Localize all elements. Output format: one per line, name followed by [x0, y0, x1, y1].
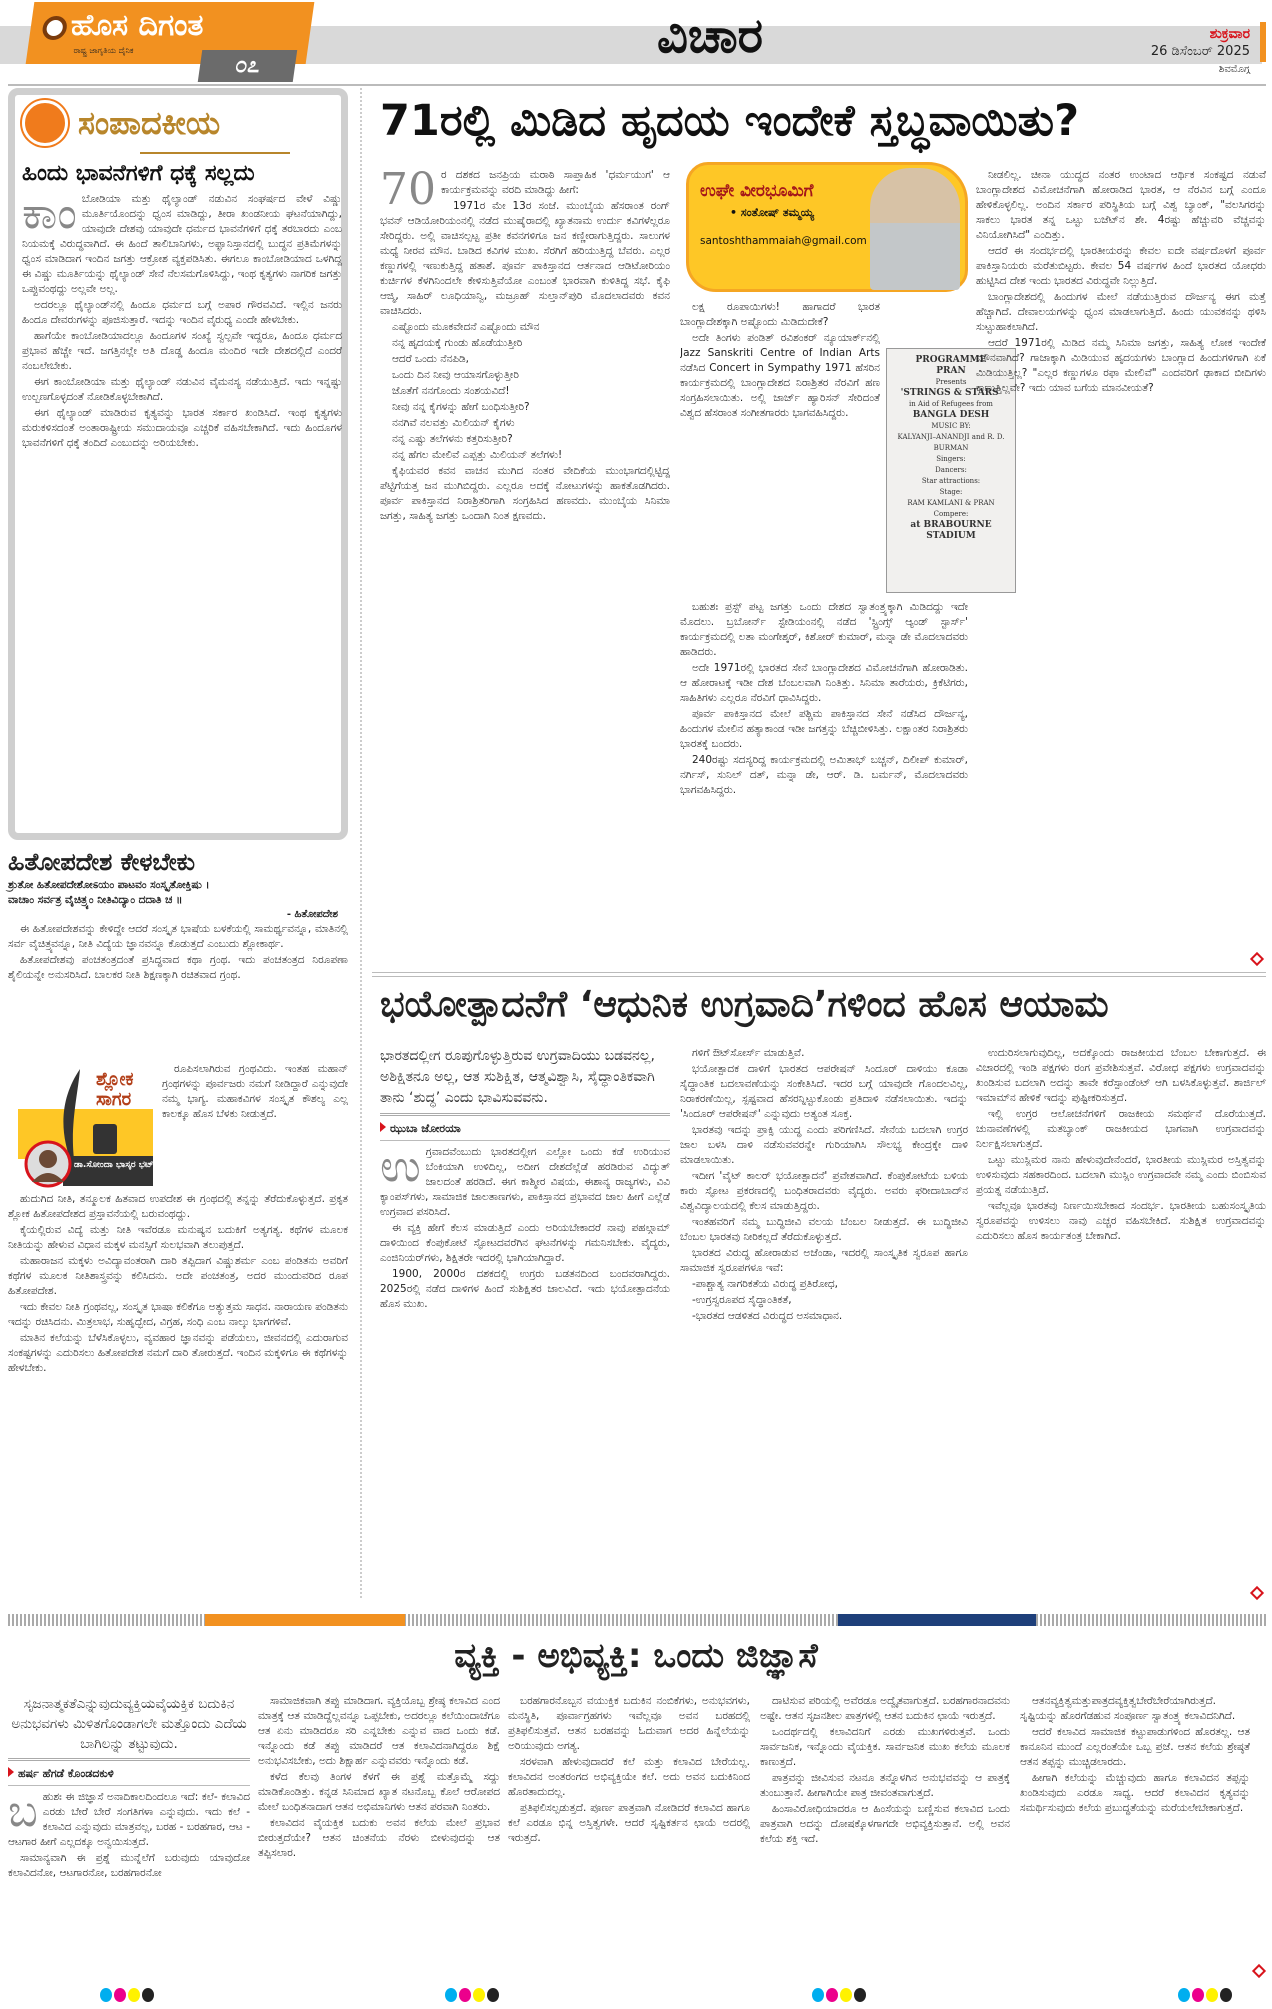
cmyk-registration-mark: [1178, 1988, 1232, 2002]
hitopadesha-column: [8, 846, 348, 1060]
paragraph: ಇಂತಹವರಿಗೆ ನಮ್ಮ ಬುದ್ಧಿಜೀವಿ ವಲಯ ಬೆಂಬಲ ನೀಡುತ್ತದೆ. ಈ ಬುದ್ಧಿಜೀವಿ ಬೆಂಬಲ ಭಾರತವು ನೀರಿಕಲ್ಲದೆ ತೆರೆದುಕೊಳ್ಳುತ್ತದೆ.: [680, 1216, 968, 1243]
paragraph: ಇದು ಕೇವಲ ನೀತಿ ಗ್ರಂಥವಲ್ಲ, ಸಂಸ್ಕೃತ ಭಾಷಾ ಕಲಿಕೆಗೂ ಅತ್ಯುತ್ತಮ ಸಾಧನ. ನಾರಾಯಣ ಪಂಡಿತನು ಇದನ್ನು ರಚಿಸಿದನು. ಮಿತ್ರಲಾಭ, ಸುಹೃದ್ಭೇದ, ವಿಗ್ರಹ, ಸಂಧಿ ಎಂಬ ನಾಲ್ಕು ಭಾಗಗಳಿವೆ.: [8, 1301, 348, 1328]
column-kicker: ಉಘೇ ವೀರಭೂಮಿಗೆ: [700, 181, 814, 201]
paragraph: ಇದೀಗ 'ವೈಟ್ ಕಾಲರ್ ಭಯೋತ್ಪಾದನೆ' ಪ್ರವೇಶವಾಗಿದೆ. ಕೆಂಪುಕೋಟೆಯ ಬಳಿಯ ಕಾರು ಸ್ಫೋಟ ಪ್ರಕರಣದಲ್ಲಿ ಬಂಧಿತರಾದವರು ವೈದ್ಯರು. ಅವರು ಫರೀದಾಬಾದ್‌ನ ವಿಶ್ವವಿದ್ಯಾಲಯದಲ್ಲಿ ಕೆಲಸ ಮಾಡುತ್ತಿದ್ದರು.: [680, 1170, 968, 1212]
paragraph: ಹೀಗಾಗಿ ಕಲೆಯನ್ನು ಮೆಚ್ಚುವುದು ಹಾಗೂ ಕಲಾವಿದನ ತಪ್ಪನ್ನು ಖಂಡಿಸುವುದು ಎರಡೂ ಸಾಧ್ಯ. ಆದರೆ ಕಲಾವಿದನ ಕೃತ್ಯವನ್ನು ಸಮರ್ಥಿಸುವುದು ಕಲೆಯ ಪ್ರಬುದ್ಧತೆಯನ್ನು ಮರೆಯಲೇಬೇಕಾಗುತ್ತದೆ.: [1020, 1772, 1250, 1814]
prog-line: in Aid of Refugees from: [909, 400, 993, 408]
page-number: ೦೭: [198, 50, 297, 82]
paragraph: ಎಷ್ಟೊಂದು ಮೂಕವೇದನೆ ಎಷ್ಟೊಂದು ಮೌನ: [392, 321, 540, 333]
paragraph: ಗ್ರವಾದವೆಂಬುದು ಭಾರತದಲ್ಲೀಗ ಎಲ್ಲೋ ಒಂದು ಕಡೆ ಉರಿಯುವ ಬೆಂಕಿಯಾಗಿ ಉಳಿದಿಲ್ಲ, ಅದೀಗ ದೇಶದೆಲ್ಲೆಡೆ ಹರಡಿರುವ ವಿದ್ಯುತ್ ಜಾಲದಂತೆ ಹರಡಿದೆ. ಈಗ ಕಾಶ್ಮೀರ ವಿಷಯ, ಈಶಾನ್ಯ ರಾಜ್ಯಗಳು, ವಿವಿ ಕ್ಯಾಂಪಸ್‌ಗಳು, ಸಾಮಾಜಿಕ ಜಾಲತಾಣಗಳು, ಪಾಕಿಸ್ತಾನದ ಪ್ರಭಾವದ ಜಾಲ ಹೀಗೆ ಎಲ್ಲೆಡೆ ಉಗ್ರವಾದ ಪಸರಿಸಿದೆ.: [380, 1146, 670, 1218]
article-column: [680, 1046, 968, 1604]
column-body: [8, 1192, 348, 1602]
divider: [380, 1113, 670, 1116]
paragraph: ಅದೇ ತಿಂಗಳು ಪಂಡಿತ್ ರವಿಶಂಕರ್ ನ್ಯೂಯಾರ್ಕ್‌ನಲ್ಲಿ Jazz Sanskriti Centre of Indian Arts ನಡೆಸಿದ Concert in Sympathy 1971 ಹೆಸರಿನ ಕಾರ್ಯಕ್ರಮದಲ್ಲಿ ಬಾಂಗ್ಲಾದೇಶದ ನಿರಾಶ್ರಿತರ ನೆರವಿಗೆ ಹಣ ಸಂಗ್ರಹಿಸಲಾಯಿತು. ಅಲ್ಲಿ ಜಾರ್ಜ್ ಹ್ಯಾರಿಸನ್ ಸೇರಿದಂತೆ ವಿಶ್ವದ ಹೆಸರಾಂತ ಸಂಗೀತಗಾರರು ಭಾಗವಹಿಸಿದ್ದರು.: [680, 332, 880, 419]
pull-quote: ಭಾರತದಲ್ಲೀಗ ರೂಪುಗೊಳ್ಳುತ್ತಿರುವ ಉಗ್ರವಾದಿಯು ಬಡವನಲ್ಲ, ಅಶಿಕ್ಷಿತನೂ ಅಲ್ಲ, ಆತ ಸುಶಿಕ್ಷಿತ, ಆತ್ಮವಿಶ್ವಾಸಿ, ಸೈದ್ಧಾಂತಿಕವಾಗಿ ತಾನು ‘ಶುದ್ಧ’ ಎಂದು ಭಾವಿಸುವವನು.: [380, 1048, 656, 1106]
prog-line: KALYANJI–ANANDJI and R. D. BURMAN: [897, 433, 1005, 452]
paragraph: ಪಾತ್ರವನ್ನು ಜೀವಿಸುವ ನಟನೂ ತನ್ನೊಳಗಿನ ಅನುಭವವನ್ನು ಆ ಪಾತ್ರಕ್ಕೆ ತುಂಬುತ್ತಾನೆ. ಹೀಗಾಗಿಯೇ ಪಾತ್ರ ಜೀವಂತವಾಗುತ್ತದೆ.: [760, 1772, 1010, 1799]
paragraph: ನನಗಿವೆ ನಲವತ್ತು ಮಿಲಿಯನ್ ಕೈಗಳು: [392, 417, 515, 429]
header-divider: [8, 84, 1266, 86]
article-column: [380, 1145, 670, 1604]
paragraph: ಭಯೋತ್ಪಾದಕ ದಾಳಿಗೆ ಭಾರತದ ಆಪರೇಷನ್ ಸಿಂದೂರ್ ದಾಳಿಯು ಕೂಡಾ ಸೈದ್ಧಾಂತಿಕ ಬದಲಾವಣೆಯನ್ನು ಸಂಕೇತಿಸಿದೆ. ಇದರ ಬಗ್ಗೆ ಯಾವುದೇ ಗೊಂದಲವಿಲ್ಲ, ನಿರಾಕರಣೆಯಿಲ್ಲ, ಸ್ಪಷ್ಟವಾದ ಹೆಸರನ್ನಿಟ್ಟುಕೊಂಡು ಪ್ರತಿದಾಳಿ ನಡೆಸಲಾಯಿತು. ಇದನ್ನು 'ಸಿಂದೂರ್ ಆಪರೇಷನ್' ಎನ್ನುವುದು ಅತ್ಯಂತ ಸೂಕ್ತ.: [680, 1063, 968, 1120]
prog-line: PRAN: [936, 366, 966, 376]
divider: [8, 1758, 250, 1761]
prog-line: Presents: [935, 378, 967, 386]
paragraph: ಪೂರ್ವ ಪಾಕಿಸ್ತಾನದ ಮೇಲೆ ಪಶ್ಚಿಮ ಪಾಕಿಸ್ತಾನದ ಸೇನೆ ನಡೆಸಿದ ದೌರ್ಜನ್ಯ, ಹಿಂದುಗಳ ಮೇಲಿನ ಹತ್ಯಾಕಾಂಡ ಇಡೀ ಜಗತ್ತನ್ನು ಬೆಚ್ಚಿಬೀಳಿಸಿತ್ತು. ಲಕ್ಷಾಂತರ ನಿರಾಶ್ರಿತರು ಭಾರತಕ್ಕೆ ಬಂದರು.: [680, 708, 968, 750]
prog-line: Star attractions:: [921, 477, 981, 485]
paragraph: ಅದರಲ್ಲೂ ಥೈಲ್ಯಾಂಡ್‌ನಲ್ಲಿ ಹಿಂದೂ ಧರ್ಮದ ಬಗ್ಗೆ ಅಪಾರ ಗೌರವವಿದೆ. ಇಲ್ಲಿನ ಜನರು ಹಿಂದೂ ದೇವರುಗಳನ್ನು ಪೂಜಿಸುತ್ತಾರೆ. ಇದನ್ನು ಇಂದಿನ ವೈರುಧ್ಯ ಎಂದೇ ಹೇಳಬೇಕು.: [22, 299, 342, 326]
editorial-body: [22, 192, 342, 830]
shloka-sagara-logo: [8, 1064, 158, 1189]
end-mark-icon: [1250, 952, 1264, 966]
header-accent-bar: [1260, 22, 1266, 62]
article-column: [976, 168, 1266, 948]
paragraph: ಈಗ ಕಾಂಬೋಡಿಯಾ ಮತ್ತು ಥೈಲ್ಯಾಂಡ್ ನಡುವಿನ ವೈಮನಸ್ಯ ನಡೆಯುತ್ತಿದೆ. ಇದು ಇನ್ನಷ್ಟು ಉಲ್ಬಣಗೊಳ್ಳದಂತೆ ನೋಡಿಕೊಳ್ಳಬೇಕಾಗಿದೆ.: [22, 376, 342, 403]
article-column: [760, 1694, 1010, 1980]
section-title: ವಿಚಾರ: [656, 8, 764, 64]
paragraph: ಮಾತಿನ ಕಲೆಯನ್ನು ಬೆಳೆಸಿಕೊಳ್ಳಲು, ವ್ಯವಹಾರ ಜ್ಞಾನವನ್ನು ಪಡೆಯಲು, ಜೀವನದಲ್ಲಿ ಎದುರಾಗುವ ಸಂಕಷ್ಟಗಳನ್ನು ಎದುರಿಸಲು ಹಿತೋಪದೇಶ ನಮಗೆ ದಾರಿ ತೋರುತ್ತದೆ. ಇಂದಿನ ಮಕ್ಕಳಿಗೂ ಈ ಕಥೆಗಳನ್ನು ಹೇಳಬೇಕು.: [8, 1332, 348, 1374]
paragraph: ಜೊತೆಗೆ ನನಗೊಂದು ಸಂಶಯವಿದೆ!: [392, 385, 510, 397]
editorial-title: ಹಿಂದು ಭಾವನೆಗಳಿಗೆ ಧಕ್ಕೆ ಸಲ್ಲದು: [22, 161, 255, 186]
cmyk-registration-mark: [445, 1988, 499, 2002]
paragraph: ಆತನವ್ಯಕ್ತಿತ್ವಮತ್ತುಪಾತ್ರದವ್ಯಕ್ತಿತ್ವಬೇರೆಬೇರೆಯಾಗಿರುತ್ತದೆ. ಸೃಷ್ಟಿಯನ್ನು ಹೊರಗೆಡಹುವ ಸಂಪೂರ್ಣ ಸ್ವಾತಂತ್ರ್ಯ ಕಲಾವಿದನಿಗಿದೆ.: [1020, 1695, 1236, 1722]
byline-name: ಹರ್ಷ ಹೆಗಡೆ ಕೊಂಡದಕುಳಿ: [18, 1767, 114, 1780]
paragraph: ಒಂದು ದಿನ ನೀವು ಆಯಾಸಗೊಳ್ಳುತ್ತೀರಿ: [392, 369, 519, 381]
paragraph: ಈ ವ್ಯಕ್ತಿ ಹೇಗೆ ಕೆಲಸ ಮಾಡುತ್ತಿದೆ ಎಂದು ಅರಿಯಬೇಕಾದರೆ ನಾವು ಪಹಲ್ಗಾಮ್ ದಾಳಿಯಿಂದ ಕೆಂಪುಕೋಟೆ ಸ್ಫೋಟದವರೆಗಿನ ಘಟನೆಗಳನ್ನು ಗಮನಿಸಬೇಕು. ವೈದ್ಯರು, ಎಂಜಿನಿಯರ್‌ಗಳು, ಶಿಕ್ಷಿತರೇ ಇದರಲ್ಲಿ ಭಾಗಿಯಾಗಿದ್ದಾರೆ.: [380, 1222, 670, 1264]
paragraph: 1971ರ ಮೇ 13ರ ಸಂಜೆ. ಮುಂಬೈಯ ಹೆಸರಾಂತ ರಂಗ್ ಭವನ್ ಆಡಿಯೋರಿಯಂನಲ್ಲಿ ನಡೆದ ಮುಷೈರಾದಲ್ಲಿ ಖ್ಯಾತನಾಮ ಉರ್ದು ಕವಿಗಳೆಲ್ಲರೂ ಸೇರಿದ್ದರು. ಅಲ್ಲಿ ವಾಚಿಸಲ್ಪಟ್ಟ ಪ್ರತೀ ಕವನಗಳಿಗೂ ಜನ ಕಣ್ಣೀರಾಗುತ್ತಿದ್ದರು. ಸಾಲುಗಳ ಮಧ್ಯೆ ನೀರವ ಮೌನ. ಬಾಡಿದ ಕವಿಗಳ ಮುಖ. ಸೆರಗಿಗೆ ಹರಿಯುತ್ತಿದ್ದ ಬೆವರು. ಎಲ್ಲರ ಕಣ್ಣುಗಳಲ್ಲಿ ಇಣುಕುತ್ತಿದ್ದ ಹತಾಶೆ. ಪೂರ್ವ ಪಾಕಿಸ್ತಾನದ ಆರ್ತನಾದ ಆಡಿಟೋರಿಯಂ ಕುರ್ಚಿಗಳ ಕೆಳಗಿನಿಂದಲೇ ಕೇಳಿಸುತ್ತಿವೆಯೋ ಎಂಬಂತೆ ಭಾರವಾಗಿ ಕುಳಿತಿದ್ದ ಸಭೆ. ಕೈಫಿ ಆಜ್ಮಿ, ಸಾಹಿರ್ ಲೂಧಿಯಾನ್ವಿ, ಮಜ್ರೂಹ್ ಸುಲ್ತಾನ್‌ಪುರಿ ಮೊದಲಾದವರು ಕವನ ವಾಚಿಸಿದರು.: [380, 200, 670, 317]
paragraph: ಬೋಡಿಯಾ ಮತ್ತು ಥೈಲ್ಯಾಂಡ್ ನಡುವಿನ ಸಂಘರ್ಷದ ವೇಳೆ ವಿಷ್ಣು ಮೂರ್ತಿಯೊಂದನ್ನು ಧ್ವಂಸ ಮಾಡಿದ್ದು, ತೀರಾ ಖಂಡನೀಯ ಘಟನೆಯಾಗಿದ್ದು, ಯಾವುದೇ ದೇಶವು ಯಾವುದೇ ಧರ್ಮದ ಭಾವನೆಗಳಿಗೆ ಧಕ್ಕೆ ತರಬಾರದು ಎಂಬ ನಿಯಮಕ್ಕೆ ವಿರುದ್ಧವಾಗಿದೆ. ಈ ಹಿಂದೆ ತಾಲಿಬಾನಿಗಳು, ಅಫ್ಘಾನಿಸ್ತಾನದಲ್ಲಿ ಬುದ್ಧನ ಪ್ರತಿಮೆಗಳನ್ನು ಧ್ವಂಸ ಮಾಡಿದಾಗ ಇಂದಿನ ಜಗತ್ತು ಆಕ್ರೋಶ ವ್ಯಕ್ತಪಡಿಸಿತು. ಈಗಲೂ ಕಾಂಬೋಡಿಯಾದ ಒಳಗಿದ್ದ ಈ ವಿಷ್ಣು ಮೂರ್ತಿಯನ್ನು ಥೈಲ್ಯಾಂಡ್ ಸೇನೆ ನೆಲಸಮಗೊಳಿಸಿದ್ದು, ಇಂಥ ಕೃತ್ಯಗಳು ನಾಗರಿಕ ಜಗತ್ತು ಒಪ್ಪುವಂಥದ್ದು ಅಲ್ಲವೇ ಅಲ್ಲ.: [22, 193, 342, 295]
paragraph: ಪ್ರತಿಫಲಿಸಲ್ಪಡುತ್ತದೆ. ಪೂರ್ಣ ಪಾತ್ರವಾಗಿ ನೋಡಿದರೆ ಕಲಾವಿದ ಹಾಗೂ ಕಲೆ ಎರಡೂ ಭಿನ್ನ ಅಸ್ತಿತ್ವಗಳೇ. ಆದರೆ ಸೃಷ್ಟಿಕರ್ತನ ಛಾಯೆ ಅದರಲ್ಲಿ ಇರುತ್ತದೆ.: [508, 1802, 750, 1844]
paragraph: ಆದರೆ ಈ ಸಂದರ್ಭದಲ್ಲಿ ಭಾರತೀಯರನ್ನು ಕೇವಲ ಐದೇ ವರ್ಷದೊಳಗೆ ಪೂರ್ವ ಪಾಕಿಸ್ತಾನಿಯರು ಮರೆತುಬಿಟ್ಟರು. ಕೇವಲ 54 ವರ್ಷಗಳ ಹಿಂದೆ ಭಾರತದ ಯೋಧರು ಹುಟ್ಟಿಸಿದ ದೇಶ ಇಂದು ಭಾರತದ ವಿರುದ್ಧವೇ ನಿಲ್ಲುತ್ತಿದೆ.: [976, 245, 1266, 287]
editorial-kicker: ಸಂಪಾದಕೀಯ: [78, 104, 221, 142]
article-headline: ವ್ಯಕ್ತಿ - ಅಭಿವ್ಯಕ್ತಿ: ಒಂದು ಜಿಜ್ಞಾಸೆ: [454, 1636, 818, 1676]
inkpot-icon: [93, 1124, 117, 1154]
prog-line: PROGRAMME: [915, 355, 987, 365]
drop-cap: ಉ: [380, 1145, 421, 1192]
paragraph: ರೂಪಿಸಲಾಗಿರುವ ಗ್ರಂಥವಿದು. ಇಂತಹ ಮಹಾನ್ ಗ್ರಂಥಗಳನ್ನು ಪೂರ್ವಜರು ನಮಗೆ ನೀಡಿದ್ದಾರೆ ಎನ್ನುವುದೇ ನಮ್ಮ ಭಾಗ್ಯ. ಮಹಾಕವಿಗಳ ಸಂಸ್ಕೃತ ಕೌಶಲ್ಯ ಎಲ್ಲ ಕಾಲಕ್ಕೂ ಹೊಸ ಬೆಳಕು ನೀಡುತ್ತದೆ.: [162, 1063, 348, 1120]
prog-line: 'STRINGS & STARS': [900, 388, 1002, 398]
paragraph: -ಪಾಶ್ಚಾತ್ಯ ನಾಗರಿಕತೆಯ ವಿರುದ್ಧ ಪ್ರತಿರೋಧ,: [692, 1278, 839, 1290]
cmyk-registration-mark: [100, 1988, 154, 2002]
paragraph: ಭಾರತವು ಇದನ್ನು ಪ್ರಾಕ್ಸಿ ಯುದ್ಧ ಎಂದು ಪರಿಗಣಿಸಿದೆ. ಸೇನೆಯ ಬದಲಾಗಿ ಉಗ್ರರ ಜಾಲ ಬಳಸಿ ದಾಳಿ ನಡೆಸುವವರನ್ನೇ ಗುರಿಯಾಗಿಸಿ ಸೌಲಭ್ಯ ಕೇಂದ್ರಕ್ಕೇ ದಾಳಿ ಮಾಡಲಾಯಿತು.: [680, 1124, 968, 1166]
article-column: [680, 300, 880, 600]
paragraph: ಸರಳವಾಗಿ ಹೇಳುವುದಾದರೆ ಕಲೆ ಮತ್ತು ಕಲಾವಿದ ಬೇರೆಯಲ್ಲ. ಕಲಾವಿದನ ಅಂತರಂಗದ ಅಭಿವ್ಯಕ್ತಿಯೇ ಕಲೆ. ಅದು ಅವನ ಬದುಕಿನಿಂದ ಹೊರತಾದುದಲ್ಲ.: [508, 1756, 750, 1798]
stripe-accent-blue: [838, 1614, 1036, 1626]
prog-line: MUSIC BY:: [931, 422, 971, 430]
drop-cap: 70: [380, 168, 436, 215]
prog-line: at BRABOURNE STADIUM: [910, 520, 992, 541]
drop-cap: ಬ: [8, 1790, 38, 1837]
article-headline: 71ರಲ್ಲಿ ಮಿಡಿದ ಹೃದಯ ಇಂದೇಕೆ ಸ್ತಬ್ಧವಾಯಿತು?: [380, 96, 1080, 146]
paragraph: ಅದೇ 1971ರಲ್ಲಿ ಭಾರತದ ಸೇನೆ ಬಾಂಗ್ಲಾದೇಶದ ವಿಮೋಚನೆಗಾಗಿ ಹೋರಾಡಿತು. ಆ ಹೋರಾಟಕ್ಕೆ ಇಡೀ ದೇಶ ಬೆಂಬಲವಾಗಿ ನಿಂತಿತ್ತು. ಸಿನಿಮಾ ತಾರೆಯರು, ಕ್ರಿಕೆಟಿಗರು, ಸಾಹಿತಿಗಳು ಎಲ್ಲರೂ ನೆರವಿಗೆ ಧಾವಿಸಿದ್ದರು.: [680, 662, 968, 704]
byline: [8, 1766, 250, 1786]
article-column: [508, 1694, 750, 1980]
prog-line: Compere:: [933, 510, 969, 518]
paragraph: ಕಳೆದ ಕೆಲವು ತಿಂಗಳ ಕೆಳಗೆ ಈ ಪ್ರಶ್ನೆ ಮತ್ತೊಮ್ಮೆ ಸದ್ದು ಮಾಡಿಕೊಂಡಿತ್ತು. ಕನ್ನಡ ಸಿನಿಮಾದ ಖ್ಯಾತ ನಟನೊಬ್ಬ ಕೊಲೆ ಆರೋಪದ ಮೇಲೆ ಬಂಧಿತನಾದಾಗ ಆತನ ಅಭಿಮಾನಿಗಳು ಆತನ ಪರವಾಗಿ ನಿಂತರು.: [258, 1771, 500, 1813]
paragraph: ಈಗ ಥೈಲ್ಯಾಂಡ್ ಮಾಡಿರುವ ಕೃತ್ಯವನ್ನು ಭಾರತ ಸರ್ಕಾರ ಖಂಡಿಸಿದೆ. ಇಂಥ ಕೃತ್ಯಗಳು ಮರುಕಳಿಸದಂತೆ ಅಂತಾರಾಷ್ಟ್ರೀಯ ಸಮುದಾಯವೂ ಎಚ್ಚರಿಕೆ ವಹಿಸಬೇಕಾಗಿದೆ. ಇದು ಹಿಂದೂಗಳ ಭಾವನೆಗಳಿಗೆ ಧಕ್ಕೆ ತಂದಿದೆ ಎಂಬುದನ್ನು ಅರಿಯಬೇಕು.: [22, 407, 342, 449]
byline: [380, 1121, 670, 1141]
article-column: [680, 600, 968, 968]
paragraph: ಗಳಿಗೆ ಔಟ್‌ಸೋರ್ಸ್ ಮಾಡುತ್ತಿವೆ.: [692, 1047, 805, 1059]
prog-line: Stage:: [939, 488, 963, 496]
column-divider: [360, 88, 362, 1598]
paragraph: ಹಿಂಸಾವಿರೋಧಿಯಾದರೂ ಆ ಹಿಂಸೆಯನ್ನು ಬಣ್ಣಿಸುವ ಕಲಾವಿದ ಒಂದು ಪಾತ್ರವಾಗಿ ಅದನ್ನು ದೋಷಕ್ಕೊಳಗಾಗದೇ ಅಭಿವ್ಯಕ್ತಿಸುತ್ತಾನೆ. ಅಲ್ಲಿ ಅವನ ಕಲೆಯ ಶಕ್ತಿ ಇದೆ.: [760, 1803, 1010, 1845]
date: 26 ಡಿಸೆಂಬರ್ 2025: [1150, 44, 1250, 59]
byline-marker-icon: [8, 1767, 14, 1777]
paragraph: ಹುದುಗಿದ ನೀತಿ, ತನ್ಮೂಲಕ ಹಿತವಾದ ಉಪದೇಶ ಈ ಗ್ರಂಥದಲ್ಲಿ ತನ್ನನ್ನು ತೆರೆದುಕೊಳ್ಳುತ್ತದೆ. ಪ್ರಕೃತ ಶ್ಲೋಕ ಹಿತೋಪದೇಶದ ಪ್ರಸ್ತಾವನೆಯಲ್ಲಿ ಬರುವಂಥದ್ದು.: [8, 1193, 348, 1220]
logo-tagline: ರಾಷ್ಟ್ರ ಜಾಗೃತಿಯ ದೈನಿಕ: [73, 46, 134, 55]
column-title: ಹಿತೋಪದೇಶ ಕೇಳಬೇಕು: [8, 848, 196, 876]
verse-line: ವಾಚಾಂ ಸರ್ವತ್ರ ವೈಚಿತ್ರ್ಯಂ ನೀತಿವಿದ್ಯಾಂ ದದಾತಿ ಚ ॥: [8, 894, 183, 906]
paragraph: ಬಾಂಗ್ಲಾದೇಶದಲ್ಲಿ ಹಿಂದುಗಳ ಮೇಲೆ ನಡೆಯುತ್ತಿರುವ ದೌರ್ಜನ್ಯ ಈಗ ಮತ್ತೆ ಹೆಚ್ಚಾಗಿದೆ. ದೇವಾಲಯಗಳನ್ನು ಧ್ವಂಸ ಮಾಡಲಾಗುತ್ತಿದೆ. ಹಿಂದು ಯುವಕನನ್ನು ಥಳಿಸಿ ಸುಟ್ಟುಹಾಕಲಾಗಿದೆ.: [976, 291, 1266, 333]
paragraph: ಭಾರತದ ವಿರುದ್ಧ ಹೋರಾಡುವ ಅಜೆಂಡಾ, ಇದರಲ್ಲಿ ಸಾಂಸ್ಕೃತಿಕ ಸ್ವರೂಪ ಹಾಗೂ ಸಾಮಾಜಿಕ ಸ್ವರೂಪಗಳೂ ಇವೆ:: [680, 1247, 968, 1274]
verse-line: ಶ್ರುತೋ ಹಿತೋಪದೇಶೋಽಯಂ ಪಾಟವಂ ಸಂಸ್ಕೃತೋಕ್ತಿಷು ।: [8, 879, 210, 891]
paragraph: ಹಿತೋಪದೇಶವು ಪಂಚತಂತ್ರದಂತೆ ಪ್ರಸಿದ್ಧವಾದ ಕಥಾ ಗ್ರಂಥ. ಇದು ಪಂಚತಂತ್ರದ ನಿರೂಪಣಾ ಶೈಲಿಯನ್ನೇ ಅನುಸರಿಸಿದೆ. ಬಾಲಕರ ನೀತಿ ಶಿಕ್ಷಣಕ್ಕಾಗಿ ರಚಿತವಾದ ಗ್ರಂಥ.: [8, 954, 348, 981]
paragraph: ನೀವು ನನ್ನ ಕೈಗಳನ್ನು ಹೇಗೆ ಬಂಧಿಸುತ್ತೀರಿ?: [392, 401, 530, 413]
sanskrit-verse: [8, 878, 348, 908]
paragraph: ಮಹಾರಾಜನ ಮಕ್ಕಳು ಅವಿದ್ಯಾವಂತರಾಗಿ ದಾರಿ ತಪ್ಪಿದಾಗ ವಿಷ್ಣುಶರ್ಮ ಎಂಬ ಪಂಡಿತನು ಅವರಿಗೆ ಕಥೆಗಳ ಮೂಲಕ ನೀತಿಶಾಸ್ತ್ರವನ್ನು ಕಲಿಸಿದನು. ಅದೇ ಪಂಚತಂತ್ರ, ಅದರ ಮುಂದುವರಿದ ರೂಪ ಹಿತೋಪದೇಶ.: [8, 1255, 348, 1297]
stripe-accent-orange: [205, 1614, 405, 1626]
paragraph: ರ ದಶಕದ ಜನಪ್ರಿಯ ಮರಾಠಿ ಸಾಪ್ತಾಹಿಕ 'ಧರ್ಮಯುಗ' ಆ ಕಾರ್ಯಕ್ರಮವನ್ನು ವರದಿ ಮಾಡಿದ್ದು ಹೀಗೆ:: [441, 169, 670, 196]
end-mark-icon: [1250, 1586, 1264, 1600]
paragraph: ಕಲಾವಿದನ ವೈಯಕ್ತಿಕ ಬದುಕು ಅವನ ಕಲೆಯ ಮೇಲೆ ಪ್ರಭಾವ ಬೀರುತ್ತದೆಯೇ? ಆತನ ಚಿಂತನೆಯ ನೆರಳು ಬೀಳುವುದನ್ನು ಆತ ತಪ್ಪಿಸಲಾರ.: [258, 1817, 500, 1859]
paragraph: ನೀಡಲಿಲ್ಲ. ಚೀನಾ ಯುದ್ಧದ ನಂತರ ಉಂಟಾದ ಆರ್ಥಿಕ ಸಂಕಷ್ಟದ ನಡುವೆ ಬಾಂಗ್ಲಾದೇಶದ ವಿಮೋಚನೆಗಾಗಿ ಹೋರಾಡಿದ ಭಾರತ, ಆ ನೆರವಿನ ಬಗ್ಗೆ ಎಂದೂ ಹೇಳಿಕೊಳ್ಳಲಿಲ್ಲ. ಅಂದಿನ ಸರ್ಕಾರ ಪರಿಸ್ಥಿತಿಯ ಬಗ್ಗೆ ವಿಶ್ವ ಬ್ಯಾಂಕ್, "ವಲಸಿಗರನ್ನು ಸಾಕಲು ಭಾರತ ತನ್ನ ಒಟ್ಟು ಬಜೆಟ್‌ನ ಶೇ. 4ರಷ್ಟು ಹೆಚ್ಚುವರಿ ವೆಚ್ಚವನ್ನು ವಿನಿಯೋಗಿಸಿದೆ" ಎಂದಿತ್ತು.: [976, 169, 1266, 241]
ornament-divider: [140, 152, 290, 154]
editorial-content: [22, 100, 342, 830]
paragraph: -ಭಾರತದ ಆಡಳಿತದ ವಿರುದ್ಧದ ಅಸಮಾಧಾನ.: [692, 1310, 843, 1322]
paragraph: ಒಂದರ್ಥದಲ್ಲಿ ಕಲಾವಿದನಿಗೆ ಎರಡು ಮುಖಗಳಿರುತ್ತವೆ. ಒಂದು ಸಾರ್ವಜನಿಕ, ಇನ್ನೊಂದು ವೈಯಕ್ತಿಕ. ಸಾರ್ವಜನಿಕ ಮುಖ ಕಲೆಯ ಮೂಲಕ ಕಾಣುತ್ತದೆ.: [760, 1726, 1010, 1768]
paragraph: ಇಲ್ಲಿ ಉಗ್ರರ ಆಲೋಚನೆಗಳಿಗೆ ರಾಜಕೀಯ ಸಮರ್ಥನೆ ದೊರೆಯುತ್ತದೆ. ಚುನಾವಣೆಗಳಲ್ಲಿ ಮತಬ್ಯಾಂಕ್ ರಾಜಕೀಯದ ಭಾಗವಾಗಿ ಉಗ್ರವಾದವನ್ನು ನಿರ್ಲಕ್ಷಿಸಲಾಗುತ್ತದೆ.: [976, 1108, 1266, 1150]
paragraph: ಹಾಗೆಯೇ ಕಾಂಬೋಡಿಯಾದಲ್ಲೂ ಹಿಂದೂಗಳ ಸಂಖ್ಯೆ ಸ್ವಲ್ಪವೇ ಇದ್ದರೂ, ಹಿಂದೂ ಧರ್ಮದ ಪ್ರಭಾವ ಹೆಚ್ಚೇ ಇದೆ. ಜಗತ್ತಿನಲ್ಲೇ ಅತಿ ದೊಡ್ಡ ಹಿಂದೂ ಮಂದಿರ ಇದೇ ದೇಶದಲ್ಲಿದೆ ಎಂದರೆ ನಂಬಲೇಬೇಕು.: [22, 330, 342, 372]
article-column: [380, 168, 670, 968]
paragraph: ಲಕ್ಷ ರೂಪಾಯಿಗಳು! ಹಾಗಾದರೆ ಭಾರತ ಬಾಂಗ್ಲಾದೇಶಕ್ಕಾಗಿ ಅಷ್ಟೊಂದು ಮಿಡಿದುದೇಕೆ?: [680, 301, 880, 328]
shloka-title-1: ಶ್ಲೋಕ: [96, 1069, 134, 1090]
end-mark-icon: [1252, 1964, 1266, 1978]
article-column: [8, 1790, 250, 1980]
prog-line: RAM KAMLANI & PRAN: [907, 499, 995, 507]
drop-cap: ಕಾಂ: [22, 192, 77, 239]
article-separator: [372, 972, 1266, 977]
paragraph: ದಾಟಿಸುವ ಪರಿಯಲ್ಲಿ ಅವೆರಡೂ ಅದ್ವೈತವಾಗುತ್ತದೆ. ಬರಹಗಾರನಾದವನು ಅಷ್ಟೇ. ಆತನ ಸೃಜನಶೀಲ ಪಾತ್ರಗಳಲ್ಲಿ ಆತನ ಬದುಕಿನ ಛಾಯೆ ಇರುತ್ತದೆ.: [760, 1695, 1010, 1722]
article-column: [258, 1694, 500, 1980]
article-lead-column: [8, 1694, 250, 1980]
paragraph: ಕೈಫಿಯವರ ಕವನ ವಾಚನ ಮುಗಿದ ನಂತರ ವೇದಿಕೆಯ ಮುಂಭಾಗದಲ್ಲಿಟ್ಟಿದ್ದ ಪೆಟ್ಟಿಗೆಯತ್ತ ಜನ ಮುಗಿಬಿದ್ದರು. ಎಲ್ಲರೂ ಅದಕ್ಕೆ ನೋಟುಗಳನ್ನು ಹಾಕತೊಡಗಿದರು. ಪೂರ್ವ ಪಾಕಿಸ್ತಾನದ ನಿರಾಶ್ರಿತರಿಗಾಗಿ ಸಂಗ್ರಹಿಸಿದ ಹಣವದು. ಮುಂಬೈಯ ಸಿನಿಮಾ ಜಗತ್ತು, ಸಾಹಿತ್ಯ ಜಗತ್ತು ಒಂದಾಗಿ ನಿಂತ ಕ್ಷಣವದು.: [380, 465, 670, 522]
author-details: [700, 180, 868, 280]
paragraph: ಕೈಯಲ್ಲಿರುವ ವಿದ್ಯೆ ಮತ್ತು ನೀತಿ ಇವೆರಡೂ ಮನುಷ್ಯನ ಬದುಕಿಗೆ ಅತ್ಯಗತ್ಯ. ಕಥೆಗಳ ಮೂಲಕ ನೀತಿಯನ್ನು ಹೇಳುವ ವಿಧಾನ ಮಕ್ಕಳ ಮನಸ್ಸಿಗೆ ಸುಲಭವಾಗಿ ತಲುಪುತ್ತದೆ.: [8, 1224, 348, 1251]
prog-line: BANGLA DESH: [912, 410, 990, 420]
paragraph: ಸಾಮಾನ್ಯವಾಗಿ ಈ ಪ್ರಶ್ನೆ ಮುನ್ನೆಲೆಗೆ ಬರುವುದು ಯಾವುದೋ ಕಲಾವಿದನೋ, ಆಟಗಾರನೋ, ಬರಹಗಾರನೋ: [8, 1852, 250, 1879]
shloka-title-2: ಸಾಗರ: [96, 1089, 132, 1110]
paragraph: 1900, 2000ರ ದಶಕದಲ್ಲಿ ಉಗ್ರರು ಬಡತನದಿಂದ ಬಂದವರಾಗಿದ್ದರು. 2025ರಲ್ಲಿ ನಡೆದ ದಾಳಿಗಳ ಹಿಂದೆ ಸುಶಿಕ್ಷಿತರ ಜಾಲವಿದೆ. ಇದು ಭಯೋತ್ಪಾದನೆಯ ಹೊಸ ಮುಖ.: [380, 1268, 670, 1310]
prog-line: Singers:: [936, 455, 966, 463]
paragraph: ಬರಹಗಾರನೊಬ್ಬನ ವಯುಕ್ತಿಕ ಬದುಕಿನ ನಂಬಿಕೆಗಳು, ಅನುಭವಗಳು, ಮನಸ್ಥಿತಿ, ಪೂರ್ವಾಗ್ರಹಗಳು ಇವೆಲ್ಲವೂ ಅವನ ಬರಹದಲ್ಲಿ ಪ್ರತಿಫಲಿಸುತ್ತವೆ. ಆತನ ಬರಹವನ್ನು ಓದುವಾಗ ಅದರ ಹಿನ್ನೆಲೆಯನ್ನು ಅರಿಯುವುದು ಅಗತ್ಯ.: [508, 1695, 750, 1752]
author-photo: [870, 168, 960, 290]
paragraph: ನನ್ನ ಎಷ್ಟು ತಲೆಗಳನು ಕತ್ತರಿಸುತ್ತೀರಿ?: [392, 433, 513, 445]
editorial-emblem-icon: [22, 100, 68, 146]
paragraph: ನನ್ನ ಹೆಗಲ ಮೇಲಿವೆ ಎಪ್ಪತ್ತು ಮಿಲಿಯನ್ ತಲೆಗಳು!: [392, 449, 563, 461]
article-column: [1020, 1694, 1250, 1980]
author-name: • ಸಂತೋಷ್ ತಮ್ಮಯ್ಯ: [730, 206, 814, 219]
paragraph: ಈ ಹಿತೋಪದೇಶವನ್ನು ಕೇಳಿದ್ದೇ ಆದರೆ ಸಂಸ್ಕೃತ ಭಾಷೆಯ ಬಳಕೆಯಲ್ಲಿ ಸಾಮರ್ಥ್ಯವನ್ನೂ, ಮಾತಿನಲ್ಲಿ ಸರ್ವ ವೈಚಿತ್ರ್ಯವನ್ನೂ, ನೀತಿ ವಿದ್ಯೆಯ ಜ್ಞಾನವನ್ನೂ ಕೊಡುತ್ತದೆ ಎಂಬುದು ಶ್ಲೋಕಾರ್ಥ.: [8, 923, 348, 950]
prog-line: Dancers:: [935, 466, 967, 474]
paragraph: ಒಟ್ಟು ಮುಸ್ಲಿಮರ ನಾನು ಹೇಳುವುದೇನೆಂದರೆ, ಭಾರತೀಯ ಮುಸ್ಲಿಮರ ಅಸ್ತಿತ್ವವನ್ನು ಉಳಿಸುವುದು ಸಹಕಾರದಿಂದ. ಬದಲಾಗಿ ಮುಸ್ಲಿಂ ಉಗ್ರವಾದವೇ ನಮ್ಮ ಎಂದು ಬಿಂಬಿಸುವ ಪ್ರಯತ್ನ ನಡೆಯುತ್ತಿದೆ.: [976, 1154, 1266, 1196]
paragraph: ನನ್ನ ಹೃದಯಕ್ಕೆ ಗುಂಡು ಹೊಡೆಯುತ್ತೀರಿ: [392, 337, 523, 349]
editorial-header: [22, 100, 342, 146]
pull-quote: ಸೃಜನಾತ್ಮಕತೆಎನ್ನುವುದುವ್ಯಕ್ತಿಯವೈಯಕ್ತಿಕ ಬದುಕಿನ ಅನುಭವಗಳು ಮಿಳಿತಗೊಂಡಾಗಲೇ ಮತ್ತೊಂದು ಎದೆಯ ಬಾಗಿಲನ್ನು ತಟ್ಟುವುದು.: [11, 1696, 247, 1752]
paragraph: ಆದರೆ 1971ರಲ್ಲಿ ಮಿಡಿದ ನಮ್ಮ ಸಿನಿಮಾ ಜಗತ್ತು, ಸಾಹಿತ್ಯ ಲೋಕ ಇಂದೇಕೆ ಮೌನವಾಗಿದೆ? ಗಾಜಾಕ್ಕಾಗಿ ಮಿಡಿಯುವ ಹೃದಯಗಳು ಬಾಂಗ್ಲಾದ ಹಿಂದುಗಳಿಗಾಗಿ ಏಕೆ ಮಿಡಿಯುತ್ತಿಲ್ಲ? "ಎಲ್ಲರ ಕಣ್ಣುಗಳೂ ರಫಾ ಮೇಲಿವೆ" ಎಂದವರಿಗೆ ಢಾಕಾದ ಬೀದಿಗಳು ಕಾಣುತ್ತಿಲ್ಲವೇ? ಇದು ಯಾವ ಬಗೆಯ ಮಾನವೀಯತೆ?: [976, 337, 1266, 394]
paragraph: ಬಹುಶಃ ಪ್ರಸ್ಟ್ ಪಟ್ಟ ಜಗತ್ತು ಒಂದು ದೇಶದ ಸ್ವಾತಂತ್ರ್ಯಕ್ಕಾಗಿ ಮಿಡಿದದ್ದು ಇದೇ ಮೊದಲು. ಬ್ರಬೋರ್ನ್ ಸ್ಟೇಡಿಯಂನಲ್ಲಿ ನಡೆದ 'ಸ್ಟ್ರಿಂಗ್ಸ್ ಆ್ಯಂಡ್ ಸ್ಟಾರ್ಸ್' ಕಾರ್ಯಕ್ರಮದಲ್ಲಿ ಲತಾ ಮಂಗೇಶ್ಕರ್, ಕಿಶೋರ್ ಕುಮಾರ್, ಮನ್ನಾ ಡೇ ಮೊದಲಾದವರು ಹಾಡಿದರು.: [680, 601, 968, 658]
cmyk-registration-mark: [812, 1988, 866, 2002]
byline-marker-icon: [380, 1122, 386, 1132]
paragraph: ಆದರೆ ಒಂದು ನೆನಪಿಡಿ,: [392, 353, 469, 365]
paragraph: ಆದರೆ ಕಲಾವಿದ ಸಾಮಾಜಿಕ ಕಟ್ಟುಪಾಡುಗಳಿಂದ ಹೊರತಲ್ಲ. ಆತ ಕಾನೂನಿನ ಮುಂದೆ ಎಲ್ಲರಂತೆಯೇ ಒಬ್ಬ ಪ್ರಜೆ. ಆತನ ಕಲೆಯ ಶ್ರೇಷ್ಠತೆ ಆತನ ತಪ್ಪನ್ನು ಮುಚ್ಚಿಡಲಾರದು.: [1020, 1726, 1250, 1768]
article-lead-column: [380, 1046, 670, 1604]
article-column: [976, 1046, 1266, 1582]
article-headline: ಭಯೋತ್ಪಾದನೆಗೆ ‘ಆಧುನಿಕ ಉಗ್ರವಾದಿ’ಗಳಿಂದ ಹೊಸ ಆಯಾಮ: [380, 984, 1109, 1025]
byline-name: ಝುಬಾ ಜೋರಯಾ: [390, 1122, 461, 1135]
logo-emblem-icon: [41, 16, 68, 40]
paragraph: ಇವೆಲ್ಲವೂ ಭಾರತವು ನಿರ್ಣಯಿಸಬೇಕಾದ ಸಂದರ್ಭ. ಭಾರತೀಯ ಬಹುಸಂಸ್ಕೃತಿಯ ಸ್ವರೂಪವನ್ನು ಉಳಿಸಲು ನಾವು ಎಚ್ಚರ ವಹಿಸಬೇಕಿದೆ. ಸುಶಿಕ್ಷಿತ ಉಗ್ರವಾದವನ್ನು ಎದುರಿಸಲು ಹೊಸ ಕಾರ್ಯತಂತ್ರ ಬೇಕಾಗಿದೆ.: [976, 1200, 1266, 1242]
columnist-name: ಡಾ.ಸೋಂದಾ ಭಾಸ್ಕರ ಭಟ್: [74, 1160, 154, 1170]
section-stripe: [8, 1614, 1266, 1626]
edition-city: ಶಿವಮೊಗ್ಗ: [1218, 64, 1250, 75]
shloka-title: [96, 1070, 134, 1110]
paragraph: ಉದುರಿಸಲಾಗುವುದಿಲ್ಲ, ಅದಕ್ಕೊಂದು ರಾಜಕೀಯದ ಬೆಂಬಲ ಬೇಕಾಗುತ್ತದೆ. ಈ ವಿಚಾರದಲ್ಲಿ ಇಂಡಿ ಪಕ್ಷಗಳು ರಂಗ ಪ್ರವೇಶಿಸುತ್ತವೆ. ವಿರೋಧ ಪಕ್ಷಗಳು ಉಗ್ರವಾದವನ್ನು ಖಂಡಿಸುವ ಬದಲಾಗಿ ಅದನ್ನು ತಾವೇ ಕರೆಸ್ಪಾಂಡೆಂಟ್ ಆಗಿ ಬಳಸಿಕೊಳ್ಳುತ್ತವೆ. ಶಾರ್ಜಿಲ್ ಇಮಾಮ್‌ನ ಹೇಳಿಕೆ ಇದನ್ನು ಪುಷ್ಟೀಕರಿಸುತ್ತದೆ.: [976, 1047, 1266, 1104]
paragraph: ಹುಶಃ ಈ ಜಿಜ್ಞಾಸೆ ಅನಾದಿಕಾಲದಿಂದಲೂ ಇದೆ: ಕಲೆ- ಕಲಾವಿದ ಎರಡು ಬೇರೆ ಬೇರೆ ಸಂಗತಿಗಳಾ ಎನ್ನುವುದು. ಇದು ಕಲೆ - ಕಲಾವಿದ ಎನ್ನುವುದು ಮಾತ್ರವಲ್ಲ, ಬರಹ - ಬರಹಗಾರ, ಆಟ - ಆಟಗಾರ ಹೀಗೆ ಎಲ್ಲದಕ್ಕೂ ಅನ್ವಯಿಸುತ್ತದೆ.: [8, 1791, 250, 1848]
verse-source: - ಹಿತೋಪದೇಶ: [286, 909, 338, 920]
paragraph: 240ರಷ್ಟು ಸದಸ್ಯರಿದ್ದ ಕಾರ್ಯಕ್ರಮದಲ್ಲಿ ಅಮಿತಾಭ್ ಬಚ್ಚನ್, ದಿಲೀಪ್ ಕುಮಾರ್, ನರ್ಗಿಸ್, ಸುನಿಲ್ ದತ್, ಮನ್ನಾ ಡೇ, ಆರ್. ಡಿ. ಬರ್ಮನ್, ಮೊದಲಾದವರು ಭಾಗವಹಿಸಿದ್ದರು.: [680, 754, 968, 796]
author-email: santoshthammaiah@gmail.com: [700, 235, 867, 247]
paragraph: -ಉಗ್ರಸ್ವರೂಪದ ಸೈದ್ಧಾಂತಿಕತೆ,: [692, 1294, 792, 1306]
column-body: [162, 1062, 348, 1192]
logo-name: ಹೊಸ ದಿಗಂತ: [71, 8, 204, 43]
day: ಶುಕ್ರವಾರ: [1209, 26, 1250, 42]
column-body: [8, 922, 348, 1060]
paragraph: ಸಾಮಾಜಿಕವಾಗಿ ತಪ್ಪು ಮಾಡಿದಾಗ. ವ್ಯಕ್ತಿಯೊಬ್ಬ ಶ್ರೇಷ್ಠ ಕಲಾವಿದ ಎಂದ ಮಾತ್ರಕ್ಕೆ ಆತ ಮಾಡಿದ್ದೆಲ್ಲವನ್ನೂ ಒಪ್ಪಬೇಕು, ಅದರಲ್ಲೂ ಕಲೆಯಿಂದಾಚೆಗೂ ಆತ ಏನು ಮಾಡಿದರೂ ಸರಿ ಎನ್ನಬೇಕು ಎನ್ನುವ ವಾದ ಒಂದು ಕಡೆ. ಇನ್ನೊಂದು ಕಡೆ ತಪ್ಪು ಮಾಡಿದರೆ ಆತ ಕಲಾವಿದನಾಗಿದ್ದರೂ ಶಿಕ್ಷೆ ಅನುಭವಿಸಬೇಕು, ಅದು ಶಿಕ್ಷಾರ್ಹ ಎನ್ನುವವರು ಇನ್ನೊಂದು ಕಡೆ.: [258, 1695, 500, 1767]
